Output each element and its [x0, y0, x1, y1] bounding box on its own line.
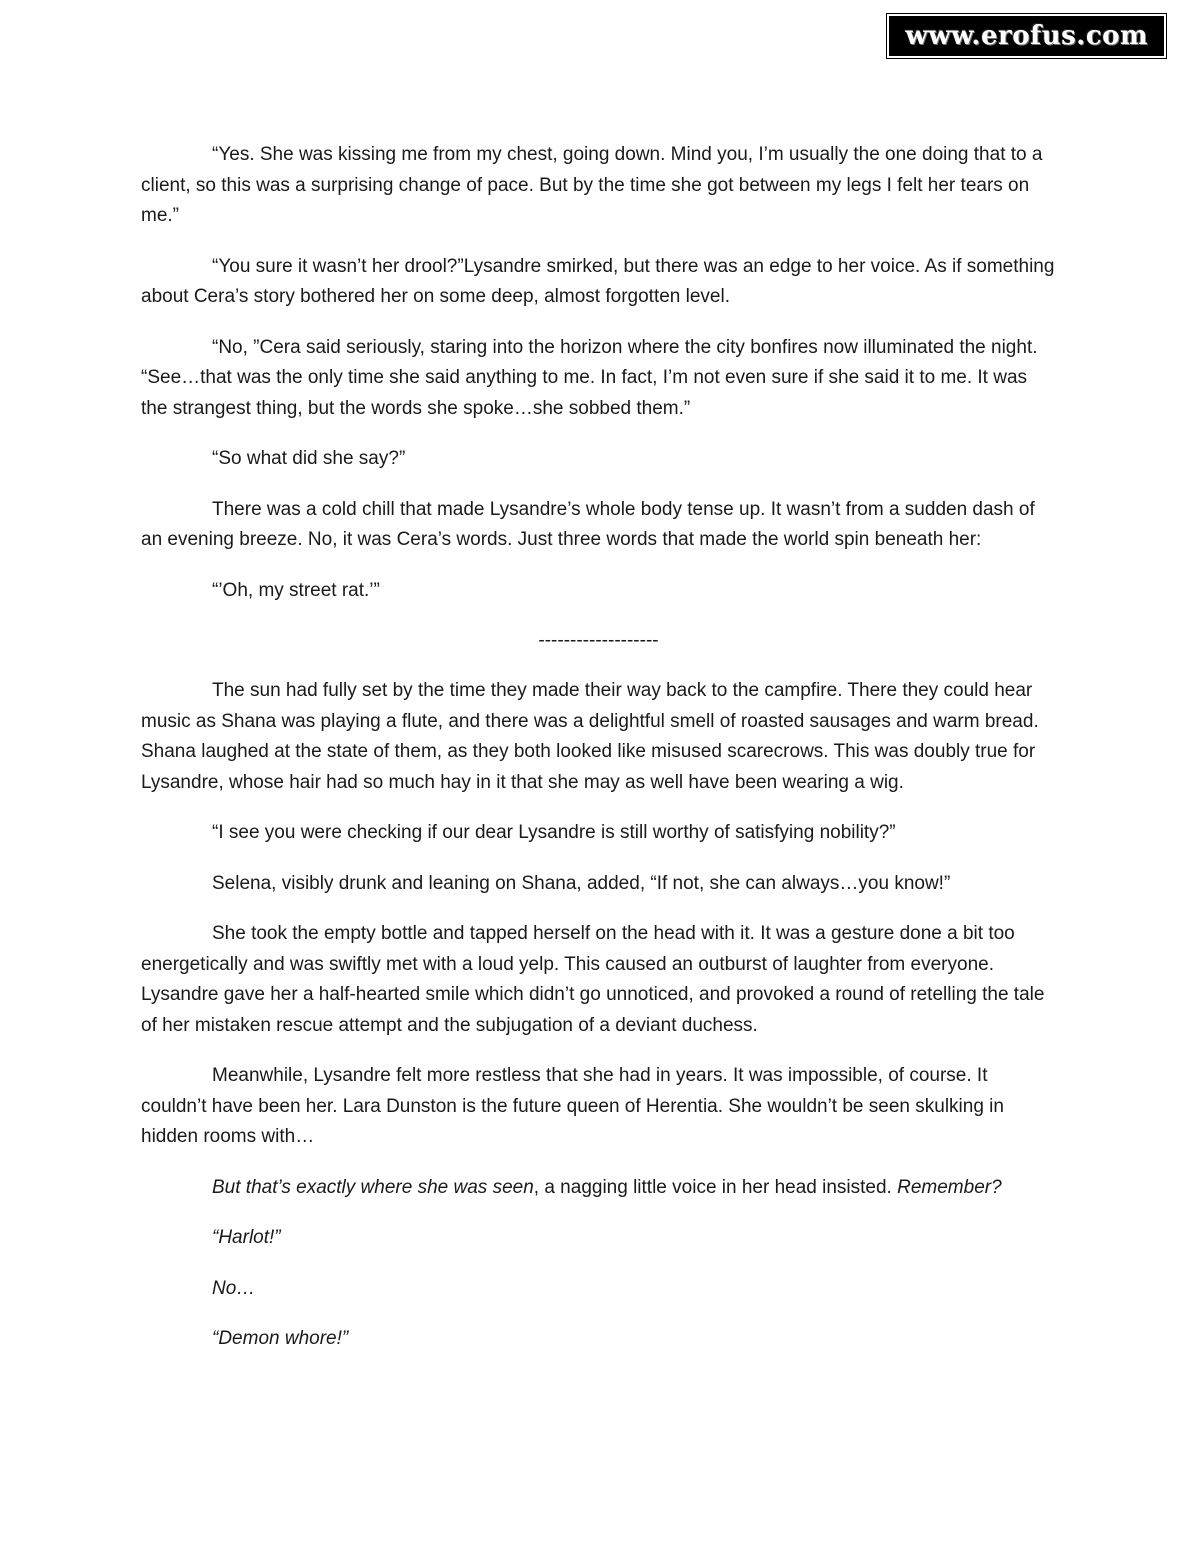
- text-run: Meanwhile, Lysandre felt more restless that she had in years. It was impossible, of course. It couldn’t have been her. Lara Dunston is the future queen of Herentia. She wouldn’t be seen skulking in hidden rooms with…: [141, 1065, 1004, 1147]
- paragraph: [141, 676, 1056, 798]
- paragraph: [141, 333, 1056, 425]
- paragraph: [141, 495, 1056, 556]
- paragraph: [141, 444, 1056, 475]
- italic-text-run: “Harlot!”: [212, 1227, 281, 1248]
- text-run: “You sure it wasn’t her drool?”Lysandre smirked, but there was an edge to her voice. As if something about Cera’s story bothered her on some deep, almost forgotten level.: [141, 255, 1055, 307]
- paragraph: [141, 1324, 1056, 1355]
- text-run: Selena, visibly drunk and leaning on Shana, added, “If not, she can always…you know!”: [212, 872, 951, 894]
- paragraph: [141, 1274, 1056, 1305]
- paragraph: [141, 919, 1056, 1041]
- text-run: , a nagging little voice in her head insisted.: [533, 1176, 898, 1198]
- text-run: There was a cold chill that made Lysandre’s whole body tense up. It wasn’t from a sudden dash of an evening breeze. No, it was Cera’s words. Just three words that made the world spin beneath her:: [141, 498, 1035, 550]
- scene-break-divider: [141, 626, 1056, 656]
- italic-text-run: “Demon whore!”: [212, 1328, 349, 1349]
- paragraph: [141, 1173, 1056, 1204]
- watermark-logo: www.erofus.com: [887, 14, 1166, 58]
- paragraph: [141, 140, 1056, 232]
- text-run: “’Oh, my street rat.’”: [212, 579, 380, 601]
- paragraph: [141, 576, 1056, 607]
- text-run: -------------------: [538, 630, 659, 651]
- text-run: “No, ”Cera said seriously, staring into the horizon where the city bonfires now illuminated the night. “See…that was the only time she said anything to me. In fact, I’m not even sure if she said it to me. It was the strangest thing, but the words she spoke…she sobbed them.”: [141, 336, 1038, 419]
- text-run: “I see you were checking if our dear Lysandre is still worthy of satisfying nobility?”: [212, 822, 896, 843]
- document-page: [141, 140, 1056, 1375]
- italic-text-run: No…: [212, 1277, 256, 1299]
- text-run: The sun had fully set by the time they made their way back to the campfire. There they could hear music as Shana was playing a flute, and there was a delightful smell of roasted sausages and warm bread. Shana laughed at the state of them, as they both looked like misused scarecrows. This was doubly true for Lysandre, whose hair had so much hay in it that she may as well have been wearing a wig.: [141, 680, 1039, 793]
- paragraph: [141, 1061, 1056, 1153]
- italic-text-run: But that’s exactly where she was seen: [212, 1176, 534, 1198]
- paragraph: [141, 1223, 1056, 1254]
- paragraph: [141, 869, 1056, 900]
- paragraph: [141, 252, 1056, 313]
- paragraph: [141, 818, 1056, 849]
- text-run: “So what did she say?”: [212, 448, 406, 469]
- italic-text-run: Remember?: [897, 1176, 1002, 1198]
- text-run: “Yes. She was kissing me from my chest, going down. Mind you, I’m usually the one doing that to a client, so this was a surprising change of pace. But by the time she got between my legs I felt her tears on me.”: [141, 144, 1043, 226]
- text-run: She took the empty bottle and tapped herself on the head with it. It was a gesture done a bit too energetically and was swiftly met with a loud yelp. This caused an outburst of laughter from everyone. Lysandre gave her a half-hearted smile which didn’t go unnoticed, and provoked a round of retelling the tale of her mistaken rescue attempt and the subjugation of a deviant duchess.: [141, 923, 1045, 1036]
